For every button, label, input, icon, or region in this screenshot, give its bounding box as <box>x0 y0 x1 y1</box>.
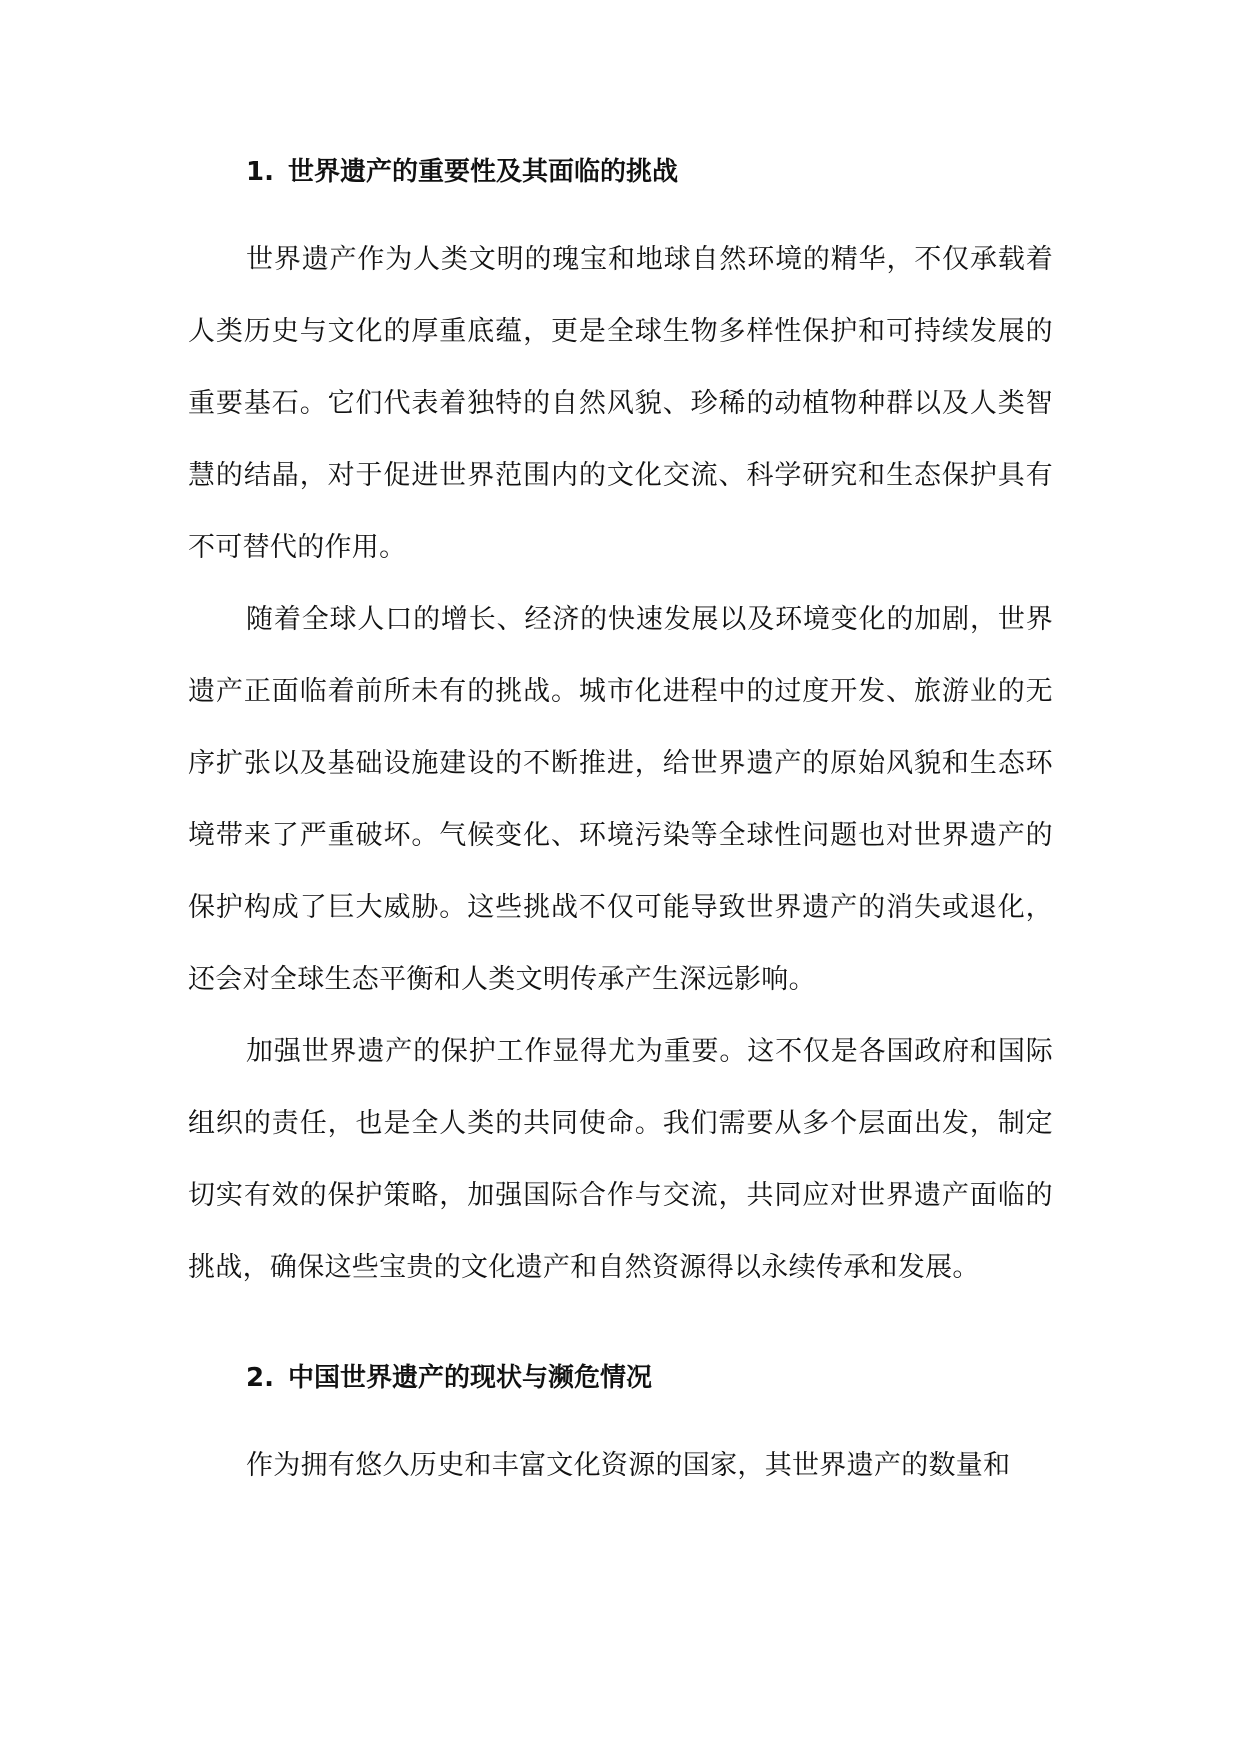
section-number: 2. <box>246 1363 274 1393</box>
paragraph: 世界遗产作为人类文明的瑰宝和地球自然环境的精华，不仅承载着人类历史与文化的厚重底蕴，更是全球生物多样性保护和可持续发展的重要基石。它们代表着独特的自然风貌、珍稀的动植物种群以及人类智慧的结晶，对于促进世界范围内的文化交流、科学研究和生态保护具有不可替代的作用。 <box>188 244 1053 563</box>
paragraph: 作为拥有悠久历史和丰富文化资源的国家，其世界遗产的数量和 <box>246 1450 1011 1481</box>
section-title: 世界遗产的重要性及其面临的挑战 <box>287 157 678 187</box>
paragraph: 随着全球人口的增长、经济的快速发展以及环境变化的加剧，世界遗产正面临着前所未有的挑战。城市化进程中的过度开发、旅游业的无序扩张以及基础设施建设的不断推进，给世界遗产的原始风貌和生态环境带来了严重破坏。气候变化、环境污染等全球性问题也对世界遗产的保护构成了巨大威胁。这些挑战不仅可能导致世界遗产的消失或退化，还会对全球生态平衡和人类文明传承产生深远影响。 <box>188 604 1053 995</box>
section-number: 1. <box>246 157 274 187</box>
section-heading-1 <box>188 150 1053 194</box>
section-title: 中国世界遗产的现状与濒危情况 <box>287 1363 652 1393</box>
section-spacer <box>188 1304 1053 1356</box>
section-heading-2 <box>188 1356 1053 1400</box>
paragraph: 加强世界遗产的保护工作显得尤为重要。这不仅是各国政府和国际组织的责任，也是全人类的共同使命。我们需要从多个层面出发，制定切实有效的保护策略，加强国际合作与交流，共同应对世界遗产面临的挑战，确保这些宝贵的文化遗产和自然资源得以永续传承和发展。 <box>188 1036 1053 1283</box>
document-body <box>188 150 1053 1502</box>
